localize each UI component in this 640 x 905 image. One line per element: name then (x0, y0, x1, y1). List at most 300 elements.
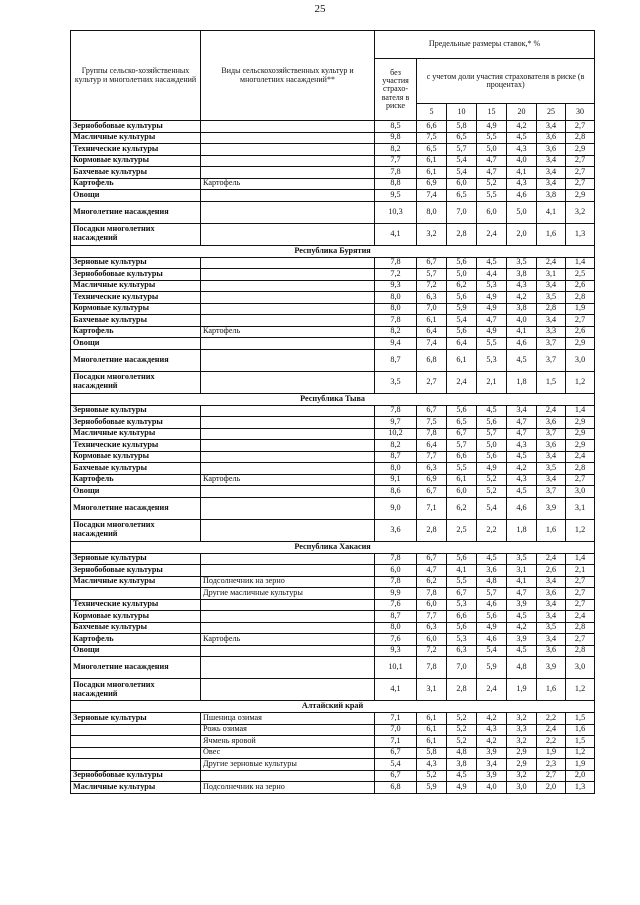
rate-cell: 3,9 (537, 497, 566, 519)
rate-cell: 5,7 (477, 588, 507, 600)
rate-cell: 2,5 (447, 519, 477, 541)
rate-no-participation: 8,2 (375, 440, 417, 452)
table-row (71, 257, 595, 269)
rate-cell: 2,9 (566, 440, 595, 452)
rate-cell: 3,4 (477, 759, 507, 771)
rate-cell: 6,0 (417, 634, 447, 646)
rate-cell: 6,5 (447, 190, 477, 202)
rate-cell: 6,7 (417, 405, 447, 417)
crop-group: Кормовые культуры (71, 611, 201, 623)
rate-cell: 5,0 (477, 144, 507, 156)
rate-cell: 8,0 (417, 201, 447, 223)
table-row (71, 280, 595, 292)
rate-cell: 3,7 (537, 428, 566, 440)
rate-cell: 5,6 (477, 611, 507, 623)
rate-cell: 3,0 (566, 486, 595, 498)
rate-cell: 5,2 (447, 736, 477, 748)
rate-cell: 2,4 (537, 553, 566, 565)
header-pct: 10 (447, 104, 477, 121)
rate-cell: 3,2 (507, 770, 537, 782)
rate-cell: 2,0 (507, 223, 537, 245)
rate-cell: 2,8 (566, 645, 595, 657)
rate-cell: 5,4 (477, 645, 507, 657)
rate-cell: 4,6 (507, 190, 537, 202)
rate-cell: 6,6 (417, 121, 447, 133)
rate-cell: 2,6 (566, 326, 595, 338)
rate-cell: 6,7 (417, 486, 447, 498)
rate-cell: 2,9 (566, 417, 595, 429)
rate-cell: 4,3 (477, 724, 507, 736)
crop-group: Зерновые культуры (71, 257, 201, 269)
rate-cell: 5,6 (477, 417, 507, 429)
rate-no-participation: 7,8 (375, 257, 417, 269)
table-row (71, 553, 595, 565)
crop-group: Технические культуры (71, 440, 201, 452)
crop-kind (201, 190, 375, 202)
rate-cell: 6,0 (477, 201, 507, 223)
rate-cell: 5,5 (477, 190, 507, 202)
rate-cell: 3,5 (537, 292, 566, 304)
rate-cell: 5,5 (477, 338, 507, 350)
rate-cell: 3,4 (507, 405, 537, 417)
crop-kind (201, 440, 375, 452)
rate-cell: 2,9 (566, 190, 595, 202)
crop-kind (201, 486, 375, 498)
rate-cell: 4,1 (507, 576, 537, 588)
rate-no-participation: 9,7 (375, 417, 417, 429)
rate-cell: 3,1 (507, 565, 537, 577)
insurance-rates-table (70, 30, 595, 794)
rate-cell: 1,4 (566, 553, 595, 565)
header-pct: 5 (417, 104, 447, 121)
rate-cell: 1,6 (537, 519, 566, 541)
table-row (71, 576, 595, 588)
rate-no-participation: 7,8 (375, 315, 417, 327)
crop-group: Кормовые культуры (71, 155, 201, 167)
crop-group: Технические культуры (71, 292, 201, 304)
rate-cell: 1,6 (537, 223, 566, 245)
rate-cell: 2,4 (537, 724, 566, 736)
rate-cell: 4,6 (477, 599, 507, 611)
crop-kind (201, 349, 375, 371)
rate-cell: 6,7 (417, 257, 447, 269)
rate-cell: 1,6 (566, 724, 595, 736)
rate-cell: 3,2 (507, 713, 537, 725)
crop-group: Кормовые культуры (71, 303, 201, 315)
rate-cell: 4,7 (477, 155, 507, 167)
rate-no-participation: 4,1 (375, 679, 417, 701)
rate-cell: 5,6 (477, 451, 507, 463)
rate-cell: 4,2 (507, 292, 537, 304)
rate-cell: 4,3 (507, 178, 537, 190)
rate-cell: 6,8 (417, 349, 447, 371)
rate-no-participation: 7,8 (375, 553, 417, 565)
rate-cell: 2,4 (537, 257, 566, 269)
table-row (71, 588, 595, 600)
rate-no-participation: 9,4 (375, 338, 417, 350)
table-row (71, 417, 595, 429)
table-row (71, 121, 595, 133)
table-row (71, 634, 595, 646)
rate-cell: 2,4 (566, 611, 595, 623)
rate-cell: 5,3 (447, 599, 477, 611)
rate-no-participation: 7,8 (375, 576, 417, 588)
rate-cell: 2,1 (477, 371, 507, 393)
rate-cell: 2,7 (566, 474, 595, 486)
rate-no-participation: 10,2 (375, 428, 417, 440)
crop-group: Зерновые культуры (71, 553, 201, 565)
header-with-participation: с учетом доли участия страхователя в риске (в процентах) (417, 59, 595, 104)
crop-kind: Другие масличные культуры (201, 588, 375, 600)
crop-kind (201, 405, 375, 417)
rate-cell: 7,7 (417, 451, 447, 463)
rate-cell: 2,4 (537, 405, 566, 417)
rate-cell: 4,6 (507, 338, 537, 350)
table-row (71, 303, 595, 315)
crop-group: Многолетние насаждения (71, 657, 201, 679)
rate-cell: 5,6 (447, 292, 477, 304)
crop-group: Масличные культуры (71, 782, 201, 794)
rate-cell: 5,0 (447, 269, 477, 281)
rate-cell: 5,6 (447, 553, 477, 565)
rate-cell: 6,2 (447, 280, 477, 292)
table-row (71, 326, 595, 338)
rate-cell: 4,9 (477, 326, 507, 338)
crop-group: Посадки многолетних насаждений (71, 371, 201, 393)
crop-group: Многолетние насаждения (71, 349, 201, 371)
rate-cell: 3,6 (537, 588, 566, 600)
table-row (71, 201, 595, 223)
rate-cell: 2,8 (447, 679, 477, 701)
table-row (71, 463, 595, 475)
rate-cell: 5,6 (447, 257, 477, 269)
rate-cell: 3,4 (537, 451, 566, 463)
crop-kind (201, 565, 375, 577)
rate-cell: 1,4 (566, 257, 595, 269)
rate-no-participation: 8,6 (375, 486, 417, 498)
rate-cell: 7,4 (417, 338, 447, 350)
rate-cell: 2,2 (477, 519, 507, 541)
rate-cell: 2,7 (566, 634, 595, 646)
rate-no-participation: 8,0 (375, 303, 417, 315)
rate-cell: 4,5 (507, 451, 537, 463)
rate-cell: 1,9 (537, 747, 566, 759)
rate-no-participation: 7,8 (375, 167, 417, 179)
crop-kind (201, 553, 375, 565)
rate-cell: 2,4 (447, 371, 477, 393)
rate-cell: 5,4 (447, 167, 477, 179)
rate-cell: 7,5 (417, 132, 447, 144)
rate-cell: 7,8 (417, 428, 447, 440)
rate-cell: 2,7 (566, 599, 595, 611)
rate-cell: 7,1 (417, 497, 447, 519)
rate-cell: 3,1 (566, 497, 595, 519)
crop-group: Зернобобовые культуры (71, 770, 201, 782)
rate-cell: 5,2 (477, 474, 507, 486)
rate-cell: 7,2 (417, 280, 447, 292)
rate-cell: 2,7 (566, 588, 595, 600)
rate-cell: 4,9 (447, 782, 477, 794)
rate-no-participation: 8,7 (375, 349, 417, 371)
rate-cell: 3,4 (537, 280, 566, 292)
rate-cell: 6,4 (417, 440, 447, 452)
table-row (71, 713, 595, 725)
table-row (71, 315, 595, 327)
rate-no-participation: 6,8 (375, 782, 417, 794)
rate-cell: 5,0 (477, 440, 507, 452)
rate-no-participation: 9,5 (375, 190, 417, 202)
rate-cell: 3,6 (537, 645, 566, 657)
table-row (71, 645, 595, 657)
crop-group: Зернобобовые культуры (71, 269, 201, 281)
table-row (71, 167, 595, 179)
table-row (71, 599, 595, 611)
crop-kind: Овес (201, 747, 375, 759)
rate-cell: 2,4 (566, 451, 595, 463)
crop-group (71, 747, 201, 759)
rate-cell: 3,9 (537, 657, 566, 679)
rate-cell: 3,0 (507, 782, 537, 794)
rate-cell: 4,1 (537, 201, 566, 223)
crop-group: Овощи (71, 338, 201, 350)
table-row (71, 782, 595, 794)
rate-cell: 2,8 (566, 132, 595, 144)
rate-cell: 3,8 (507, 303, 537, 315)
crop-group: Зерновые культуры (71, 405, 201, 417)
rate-cell: 2,7 (566, 178, 595, 190)
table-row (71, 770, 595, 782)
rate-cell: 1,2 (566, 519, 595, 541)
rate-cell: 6,1 (417, 155, 447, 167)
crop-kind (201, 611, 375, 623)
rate-no-participation: 8,5 (375, 121, 417, 133)
rate-cell: 3,9 (507, 599, 537, 611)
rate-cell: 6,0 (447, 178, 477, 190)
rate-cell: 6,9 (417, 178, 447, 190)
rate-cell: 4,3 (507, 280, 537, 292)
table-row (71, 497, 595, 519)
rate-cell: 4,2 (507, 121, 537, 133)
rate-cell: 4,6 (477, 634, 507, 646)
rate-cell: 6,9 (417, 474, 447, 486)
rate-no-participation: 7,6 (375, 634, 417, 646)
header-without-participation: без участия страхо-вателя в риске (375, 59, 417, 121)
rate-cell: 5,2 (477, 486, 507, 498)
rate-cell: 6,3 (447, 645, 477, 657)
rate-cell: 4,0 (477, 782, 507, 794)
table-row (71, 679, 595, 701)
crop-kind: Другие зерновые культуры (201, 759, 375, 771)
rate-cell: 3,6 (537, 417, 566, 429)
table-row (71, 486, 595, 498)
table-row (71, 657, 595, 679)
crop-group: Многолетние насаждения (71, 201, 201, 223)
rate-cell: 7,7 (417, 611, 447, 623)
rate-cell: 2,8 (537, 303, 566, 315)
rate-cell: 4,5 (477, 405, 507, 417)
crop-group (71, 736, 201, 748)
header-pct: 20 (507, 104, 537, 121)
rate-cell: 6,1 (447, 474, 477, 486)
rate-cell: 5,6 (447, 326, 477, 338)
crop-kind (201, 201, 375, 223)
rate-cell: 1,2 (566, 747, 595, 759)
rate-cell: 3,5 (537, 463, 566, 475)
crop-group: Картофель (71, 178, 201, 190)
rate-cell: 4,6 (507, 497, 537, 519)
table-row (71, 428, 595, 440)
rate-cell: 4,7 (477, 315, 507, 327)
rate-cell: 5,9 (477, 657, 507, 679)
rate-cell: 3,8 (537, 190, 566, 202)
rate-cell: 3,4 (537, 155, 566, 167)
rate-cell: 3,5 (507, 553, 537, 565)
rate-cell: 2,7 (566, 155, 595, 167)
rate-cell: 1,3 (566, 782, 595, 794)
rate-cell: 4,2 (477, 713, 507, 725)
crop-kind (201, 417, 375, 429)
rate-cell: 4,5 (507, 349, 537, 371)
crop-group: Бахчевые культуры (71, 622, 201, 634)
crop-kind (201, 269, 375, 281)
rate-cell: 5,7 (477, 428, 507, 440)
rate-no-participation: 8,2 (375, 326, 417, 338)
crop-kind (201, 622, 375, 634)
rate-cell: 4,2 (507, 622, 537, 634)
rate-cell: 3,4 (537, 167, 566, 179)
rate-cell: 5,2 (417, 770, 447, 782)
rate-cell: 1,4 (566, 405, 595, 417)
header-limit: Предельные размеры ставок,* % (375, 31, 595, 59)
header-kinds: Виды сельскохозяйственных культур и многолетних насаждений** (201, 31, 375, 121)
crop-kind (201, 257, 375, 269)
crop-kind (201, 315, 375, 327)
rate-cell: 5,3 (477, 349, 507, 371)
rate-cell: 1,2 (566, 679, 595, 701)
rate-no-participation: 6,7 (375, 747, 417, 759)
rate-cell: 7,8 (417, 588, 447, 600)
rate-cell: 6,5 (447, 417, 477, 429)
rate-no-participation: 5,4 (375, 759, 417, 771)
header-pct: 15 (477, 104, 507, 121)
rate-cell: 2,8 (447, 223, 477, 245)
table-row (71, 724, 595, 736)
rate-cell: 5,9 (447, 303, 477, 315)
crop-kind: Картофель (201, 474, 375, 486)
rate-cell: 6,7 (417, 553, 447, 565)
crop-kind (201, 144, 375, 156)
rate-cell: 4,9 (477, 303, 507, 315)
crop-kind (201, 463, 375, 475)
rate-cell: 1,5 (537, 371, 566, 393)
rate-cell: 5,8 (417, 747, 447, 759)
rate-cell: 3,4 (537, 634, 566, 646)
table-row (71, 155, 595, 167)
crop-group: Масличные культуры (71, 132, 201, 144)
rate-cell: 4,5 (507, 132, 537, 144)
rate-cell: 2,8 (417, 519, 447, 541)
table-row (71, 622, 595, 634)
region-title: Алтайский край (71, 701, 595, 713)
section-row (71, 245, 595, 257)
rate-cell: 4,7 (507, 417, 537, 429)
header-groups: Группы сельско-хозяйственных культур и многолетних насаждений (71, 31, 201, 121)
rate-cell: 5,6 (447, 405, 477, 417)
rate-cell: 5,4 (447, 155, 477, 167)
rate-cell: 2,8 (566, 292, 595, 304)
crop-kind (201, 132, 375, 144)
crop-group: Масличные культуры (71, 576, 201, 588)
rate-cell: 2,7 (537, 770, 566, 782)
table-row (71, 759, 595, 771)
rate-cell: 5,3 (447, 634, 477, 646)
rate-no-participation: 9,8 (375, 132, 417, 144)
rate-cell: 6,2 (417, 576, 447, 588)
rate-cell: 2,9 (566, 428, 595, 440)
rate-cell: 3,4 (537, 599, 566, 611)
crop-kind (201, 428, 375, 440)
rate-cell: 2,9 (507, 759, 537, 771)
rate-no-participation: 7,1 (375, 713, 417, 725)
rate-cell: 3,4 (537, 611, 566, 623)
rate-no-participation: 8,2 (375, 144, 417, 156)
rate-cell: 4,8 (477, 576, 507, 588)
region-title: Республика Хакасия (71, 541, 595, 553)
rate-cell: 5,2 (447, 713, 477, 725)
crop-kind (201, 645, 375, 657)
rate-cell: 2,7 (566, 121, 595, 133)
rate-cell: 3,6 (537, 144, 566, 156)
crop-kind: Картофель (201, 178, 375, 190)
table-row (71, 144, 595, 156)
rate-cell: 4,7 (507, 588, 537, 600)
crop-kind (201, 451, 375, 463)
rate-cell: 2,4 (477, 223, 507, 245)
table-row (71, 440, 595, 452)
rate-cell: 4,9 (477, 121, 507, 133)
rate-cell: 2,7 (566, 167, 595, 179)
rate-cell: 2,6 (566, 280, 595, 292)
rate-cell: 1,9 (507, 679, 537, 701)
rate-cell: 4,0 (507, 155, 537, 167)
table-row (71, 223, 595, 245)
rate-cell: 4,7 (417, 565, 447, 577)
rate-cell: 3,1 (417, 679, 447, 701)
rate-cell: 2,8 (566, 463, 595, 475)
rate-cell: 6,1 (417, 713, 447, 725)
rate-cell: 3,3 (507, 724, 537, 736)
rate-cell: 5,7 (417, 269, 447, 281)
header-pct: 25 (537, 104, 566, 121)
rate-cell: 5,4 (447, 315, 477, 327)
crop-group (71, 724, 201, 736)
rate-cell: 2,2 (537, 713, 566, 725)
rate-cell: 6,6 (447, 611, 477, 623)
rate-no-participation: 8,8 (375, 178, 417, 190)
rate-cell: 6,1 (417, 724, 447, 736)
table-row (71, 474, 595, 486)
rate-cell: 2,0 (566, 770, 595, 782)
rate-cell: 5,8 (447, 121, 477, 133)
crop-kind: Ячмень яровой (201, 736, 375, 748)
crop-kind: Картофель (201, 326, 375, 338)
rate-no-participation: 7,7 (375, 155, 417, 167)
rate-no-participation: 8,0 (375, 292, 417, 304)
rate-cell: 7,4 (417, 190, 447, 202)
crop-kind (201, 223, 375, 245)
rate-cell: 4,1 (507, 326, 537, 338)
rate-cell: 6,4 (417, 326, 447, 338)
